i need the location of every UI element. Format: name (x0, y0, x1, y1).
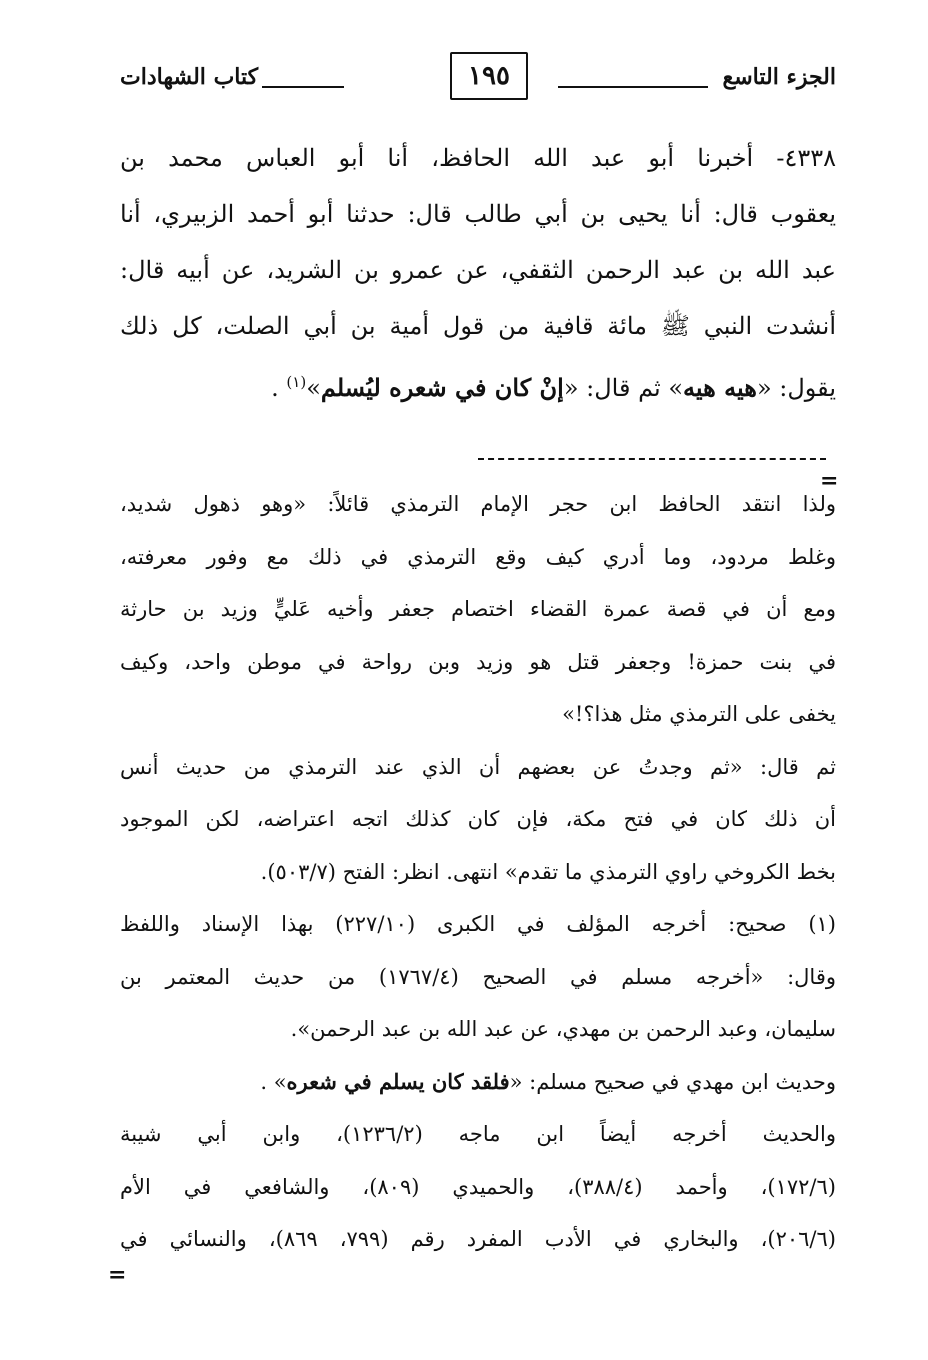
note-line: وقال: «أخرجه مسلم في الصحيح (١٧٦٧/٤) من حديث المعتمر بن (120, 964, 836, 989)
note-line: ولذا انتقد الحافظ ابن حجر الإمام الترمذي قائلاً: «وهو ذهول شديد، (120, 492, 836, 516)
note-line: في بنت حمزة! وجعفر قتل هو وزيد وبن رواحة في موطن واحد، وكيف (120, 649, 836, 674)
part-label: الجزء التاسع (722, 64, 836, 90)
continuation-mark-bottom: = (108, 1262, 127, 1288)
note-line: (١٧٢/٦)، وأحمد (٣٨٨/٤)، والحميدي (٨٠٩)، والشافعي في الأم (120, 1174, 836, 1199)
book-label: كتاب الشهادات (120, 64, 259, 90)
header-rule-right (558, 86, 708, 88)
bold-quote: فلقد كان يسلم في شعره (286, 1068, 510, 1094)
main-line: ٤٣٣٨- أخبرنا أبو عبد الله الحافظ، أنا أبو العباس محمد بن (120, 144, 836, 172)
text-segment: » ثم قال: « (563, 374, 684, 402)
page-number: ١٩٥ (450, 52, 528, 100)
note-line: أن ذلك كان في فتح مكة، فإن كان كذلك اتجه اعتراضه، لكن الموجود (120, 807, 836, 831)
text-segment: وحديث ابن مهدي في صحيح مسلم: « (509, 1069, 836, 1094)
main-text (120, 130, 836, 410)
text-segment: . (271, 374, 287, 402)
text-segment: يقول: « (756, 374, 836, 402)
main-line-last (120, 354, 836, 410)
bold-quote: إنْ كان في شعره ليُسلم (320, 373, 564, 402)
continuation-mark-top: = (820, 468, 839, 494)
footnotes (120, 478, 836, 1266)
text-segment: » (306, 374, 321, 402)
main-line: عبد الله بن عبد الرحمن الثقفي، عن عمرو بن الشريد، عن أبيه قال: (120, 256, 836, 284)
main-line: يعقوب قال: أنا يحيى بن أبي طالب قال: حدثنا أبو أحمد الزبيري، أنا (120, 200, 836, 228)
text-segment: » . (260, 1069, 287, 1094)
page-header (120, 52, 836, 104)
note-line: بخط الكروخي راوي الترمذي ما تقدم» انتهى. انظر: الفتح (٥٠٣/٧). (260, 859, 836, 884)
footnote-1-line: (١) صحيح: أخرجه المؤلف في الكبرى (٢٢٧/١٠) بهذا الإسناد واللفظ (120, 912, 836, 936)
note-line: ومع أن في قصة عمرة القضاء اختصام جعفر وأخيه عَليٍّ وزيد بن حارثة (120, 597, 836, 621)
note-line: والحديث أخرجه أيضاً ابن ماجه (١٢٣٦/٢)، وابن أبي شيبة (120, 1122, 836, 1146)
note-line: وغلط مردود، وما أدري كيف وقع الترمذي في ذلك مع وفور معرفته، (120, 544, 836, 569)
note-line: ثم قال: «ثم وجدتُ عن بعضهم أن الذي عند الترمذي من حديث أنس (120, 754, 836, 779)
note-line: (٢٠٦/٦)، والبخاري في الأدب المفرد رقم (٧٩٩، ٨٦٩)، والنسائي في (120, 1227, 836, 1251)
footnote-separator (478, 458, 826, 460)
note-line: سليمان، وعبد الرحمن بن مهدي، عن عبد الله بن عبد الرحمن». (290, 1017, 836, 1041)
footnote-reference: (١) (286, 373, 307, 391)
note-line-muslim (120, 1056, 836, 1109)
main-line: أنشدت النبي ﷺ مائة قافية من قول أمية بن أبي الصلت، كل ذلك (120, 312, 836, 340)
note-line: يخفى على الترمذي مثل هذا؟!» (562, 702, 836, 726)
bold-quote: هيه هيه (683, 373, 757, 402)
header-rule-left (262, 86, 344, 88)
